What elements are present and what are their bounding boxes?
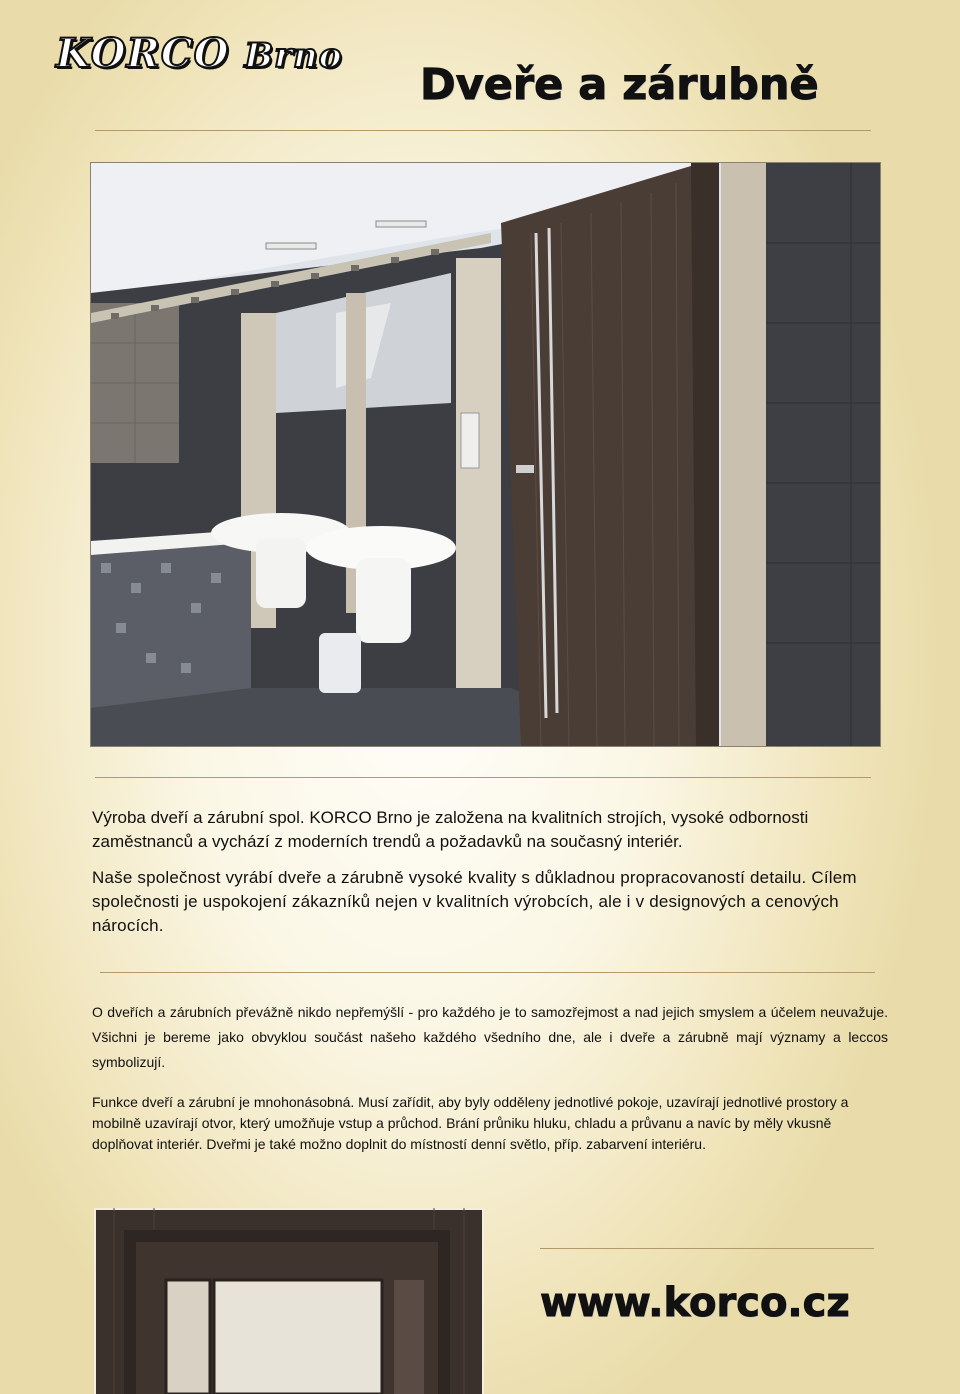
divider-footer: [540, 1248, 874, 1249]
intro-paragraph-2: Naše společnost vyrábí dveře a zárubně vysoké kvality s důkladnou propracovaností detailu. Cílem společnosti je uspokojení zákazníků nejen v kvalitních výrobcích, ale i v designových a cenových nárocích.: [92, 868, 857, 935]
website-link[interactable]: www.korco.cz: [540, 1280, 850, 1326]
intro-paragraph-1: Výroba dveří a zárubní spol. KORCO Brno je založena na kvalitních strojích, vysoké odbornosti zaměstnanců a vychází z moderních trendů a požadavků na současný interiér.: [92, 808, 809, 851]
body-paragraph-1: O dveřích a zárubních převážně nikdo nepřemýšlí - pro každého je to samozřejmost a nad jejich smyslem a účelem neuvažuje. Všichni je bereme jako obvyklou součást našeho každého všedního dne, ale i dveře a zárubně mají významy a leccos symbolizují.: [92, 1004, 888, 1070]
divider-lower: [100, 972, 875, 973]
door-detail-photo: [94, 1208, 484, 1394]
page-title: Dveře a zárubně: [420, 60, 819, 110]
divider-mid: [95, 777, 871, 778]
logo-brand: KORCO: [56, 30, 230, 77]
company-logo: [56, 30, 342, 77]
divider-top: [95, 130, 871, 131]
bathroom-door-photo: [90, 162, 881, 747]
logo-city: Brno: [244, 36, 343, 76]
body-paragraph-2: Funkce dveří a zárubní je mnohonásobná. Musí zařídit, aby byly odděleny jednotlivé pokoje, uzavírají jednotlivé prostory a mobilně uzavírají otvor, který umožňuje vstup a průchod. Brání průniku hluku, chladu a průvanu a navíc by měly vkusně doplňovat interiér. Dveřmi je také možno doplnit do místností denní světlo, příp. zabarvení interiéru.: [92, 1094, 849, 1152]
